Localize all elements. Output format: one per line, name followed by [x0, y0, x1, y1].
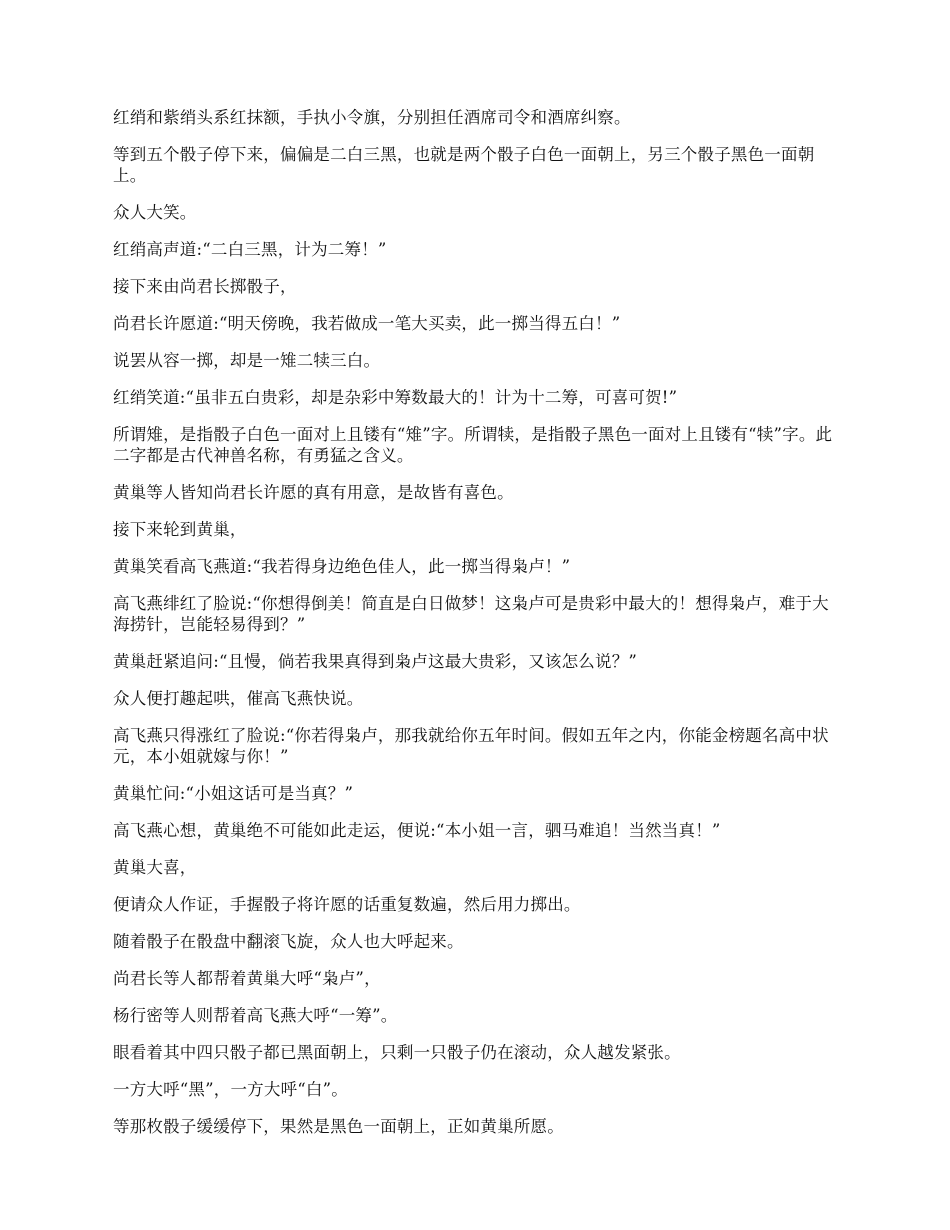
paragraph-15: 众人便打趣起哄，催高飞燕快说。: [113, 689, 364, 708]
paragraph-2: 等到五个骰子停下来，偏偏是二白三黑，也就是两个骰子白色一面朝上，另三个骰子黑色一面朝上。: [113, 145, 815, 185]
paragraph-17: 黄巢忙问:“小姐这话可是当真？”: [113, 784, 354, 803]
paragraph-19: 黄巢大喜，: [113, 858, 197, 877]
paragraph-8: 红绡笑道:“虽非五白贵彩，却是杂彩中筹数最大的！计为十二筹，可喜可贺!”: [113, 388, 678, 407]
paragraph-21: 随着骰子在骰盘中翻滚飞旋，众人也大呼起来。: [113, 932, 464, 951]
paragraph-25: 一方大呼“黑”，一方大呼“白”。: [113, 1080, 348, 1099]
paragraph-3: 众人大笑。: [113, 203, 197, 222]
paragraph-26: 等那枚骰子缓缓停下，果然是黑色一面朝上，正如黄巢所愿。: [113, 1117, 564, 1136]
paragraph-16: 高飞燕只得涨红了脸说:“你若得枭卢，那我就给你五年时间。假如五年之内，你能金榜题名高中状元，本小姐就嫁与你！”: [113, 726, 829, 766]
paragraph-13: 高飞燕绯红了脸说:“你想得倒美！简直是白日做梦！这枭卢可是贵彩中最大的！想得枭卢，难于大海捞针，岂能轻易得到？”: [113, 594, 829, 634]
paragraph-5: 接下来由尚君长掷骰子，: [113, 277, 297, 296]
paragraph-1: 红绡和紫绡头系红抹额，手执小令旗，分别担任酒席司令和酒席纠察。: [113, 108, 631, 127]
paragraph-10: 黄巢等人皆知尚君长许愿的真有用意，是故皆有喜色。: [113, 483, 514, 502]
paragraph-4: 红绡高声道:“二白三黑，计为二筹！”: [113, 240, 387, 259]
paragraph-23: 杨行密等人则帮着高飞燕大呼“一筹”。: [113, 1006, 398, 1025]
paragraph-24: 眼看着其中四只骰子都已黑面朝上，只剩一只骰子仍在滚动，众人越发紧张。: [113, 1043, 681, 1062]
paragraph-20: 便请众人作证，手握骰子将许愿的话重复数遍，然后用力掷出。: [113, 895, 581, 914]
paragraph-12: 黄巢笑看高飞燕道:“我若得身边绝色佳人，此一掷当得枭卢！”: [113, 557, 571, 576]
document-page: [113, 107, 843, 1153]
paragraph-22: 尚君长等人都帮着黄巢大呼“枭卢”，: [113, 969, 381, 988]
paragraph-18: 高飞燕心想，黄巢绝不可能如此走运，便说:“本小姐一言，驷马难追！当然当真！”: [113, 821, 721, 840]
paragraph-7: 说罢从容一掷，却是一雉二犊三白。: [113, 351, 381, 370]
paragraph-6: 尚君长许愿道:“明天傍晚，我若做成一笔大买卖，此一掷当得五白！”: [113, 314, 621, 333]
paragraph-14: 黄巢赶紧追问:“且慢，倘若我果真得到枭卢这最大贵彩，又该怎么说？”: [113, 652, 638, 671]
paragraph-11: 接下来轮到黄巢，: [113, 520, 247, 539]
paragraph-9: 所谓雉，是指骰子白色一面对上且镂有“雉”字。所谓犊，是指骰子黑色一面对上且镂有“犊”字。此二字都是古代神兽名称，有勇猛之含义。: [113, 425, 833, 465]
